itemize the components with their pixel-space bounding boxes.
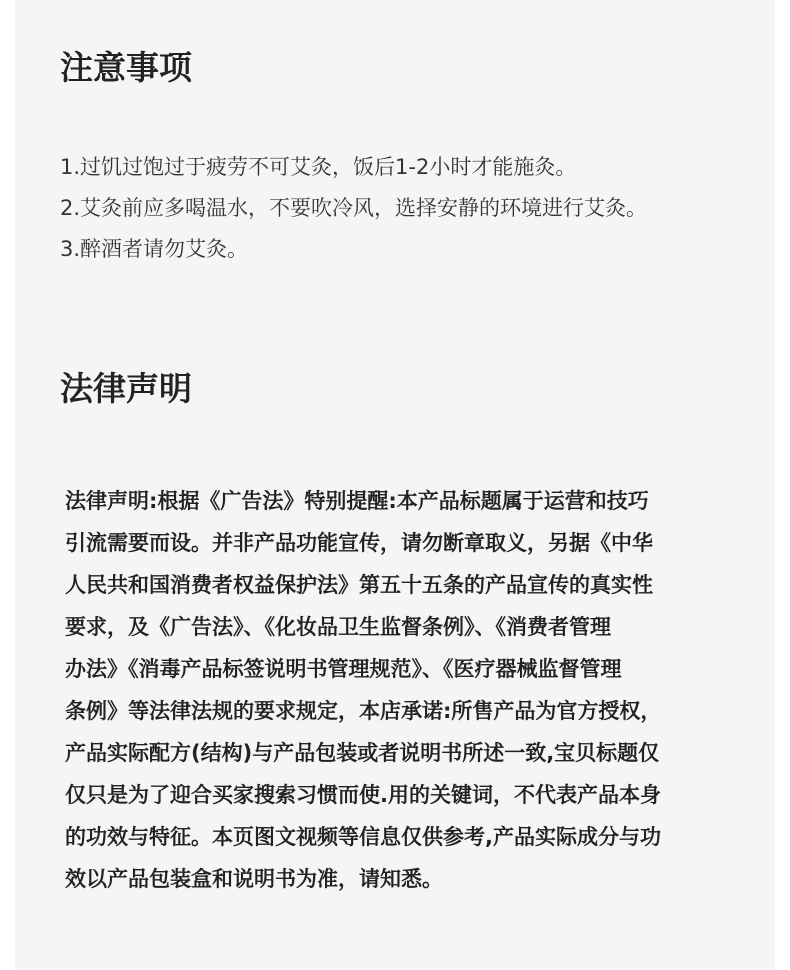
legal-line: 要求，及《广告法》、《化妆品卫生监督条例》、《消费者管理 xyxy=(65,615,611,639)
notice-item: 1.过饥过饱过于疲劳不可艾灸，饭后1-2小时才能施灸。 xyxy=(60,155,577,179)
legal-line: 仅只是为了迎合买家搜索习惯而使.用的关键词，不代表产品本身 xyxy=(65,783,661,807)
legal-line: 产品实际配方(结构)与产品包装或者说明书所述一致,宝贝标题仅 xyxy=(65,741,660,765)
content-panel xyxy=(15,0,775,970)
notice-list xyxy=(60,147,647,270)
legal-line: 条例》等法律法规的要求规定，本店承诺:所售产品为官方授权， xyxy=(65,699,662,723)
notice-item: 2.艾灸前应多喝温水，不要吹冷风，选择安静的环境进行艾灸。 xyxy=(60,196,648,220)
legal-line: 法律声明:根据《广告法》特别提醒:本产品标题属于运营和技巧 xyxy=(65,489,649,513)
legal-line: 引流需要而设。并非产品功能宣传，请勿断章取义，另据《中华 xyxy=(65,531,653,555)
legal-statement xyxy=(65,480,661,900)
notice-section-title: 注意事项 xyxy=(60,48,192,87)
legal-section-title: 法律声明 xyxy=(60,369,192,408)
notice-item: 3.醉酒者请勿艾灸。 xyxy=(60,237,249,261)
legal-line: 人民共和国消费者权益保护法》第五十五条的产品宣传的真实性 xyxy=(65,573,653,597)
legal-line: 办法》《消毒产品标签说明书管理规范》、《医疗器械监督管理 xyxy=(65,657,622,681)
legal-line: 效以产品包装盒和说明书为准，请知悉。 xyxy=(65,867,443,891)
legal-line: 的功效与特征。本页图文视频等信息仅供参考,产品实际成分与功 xyxy=(65,825,661,849)
